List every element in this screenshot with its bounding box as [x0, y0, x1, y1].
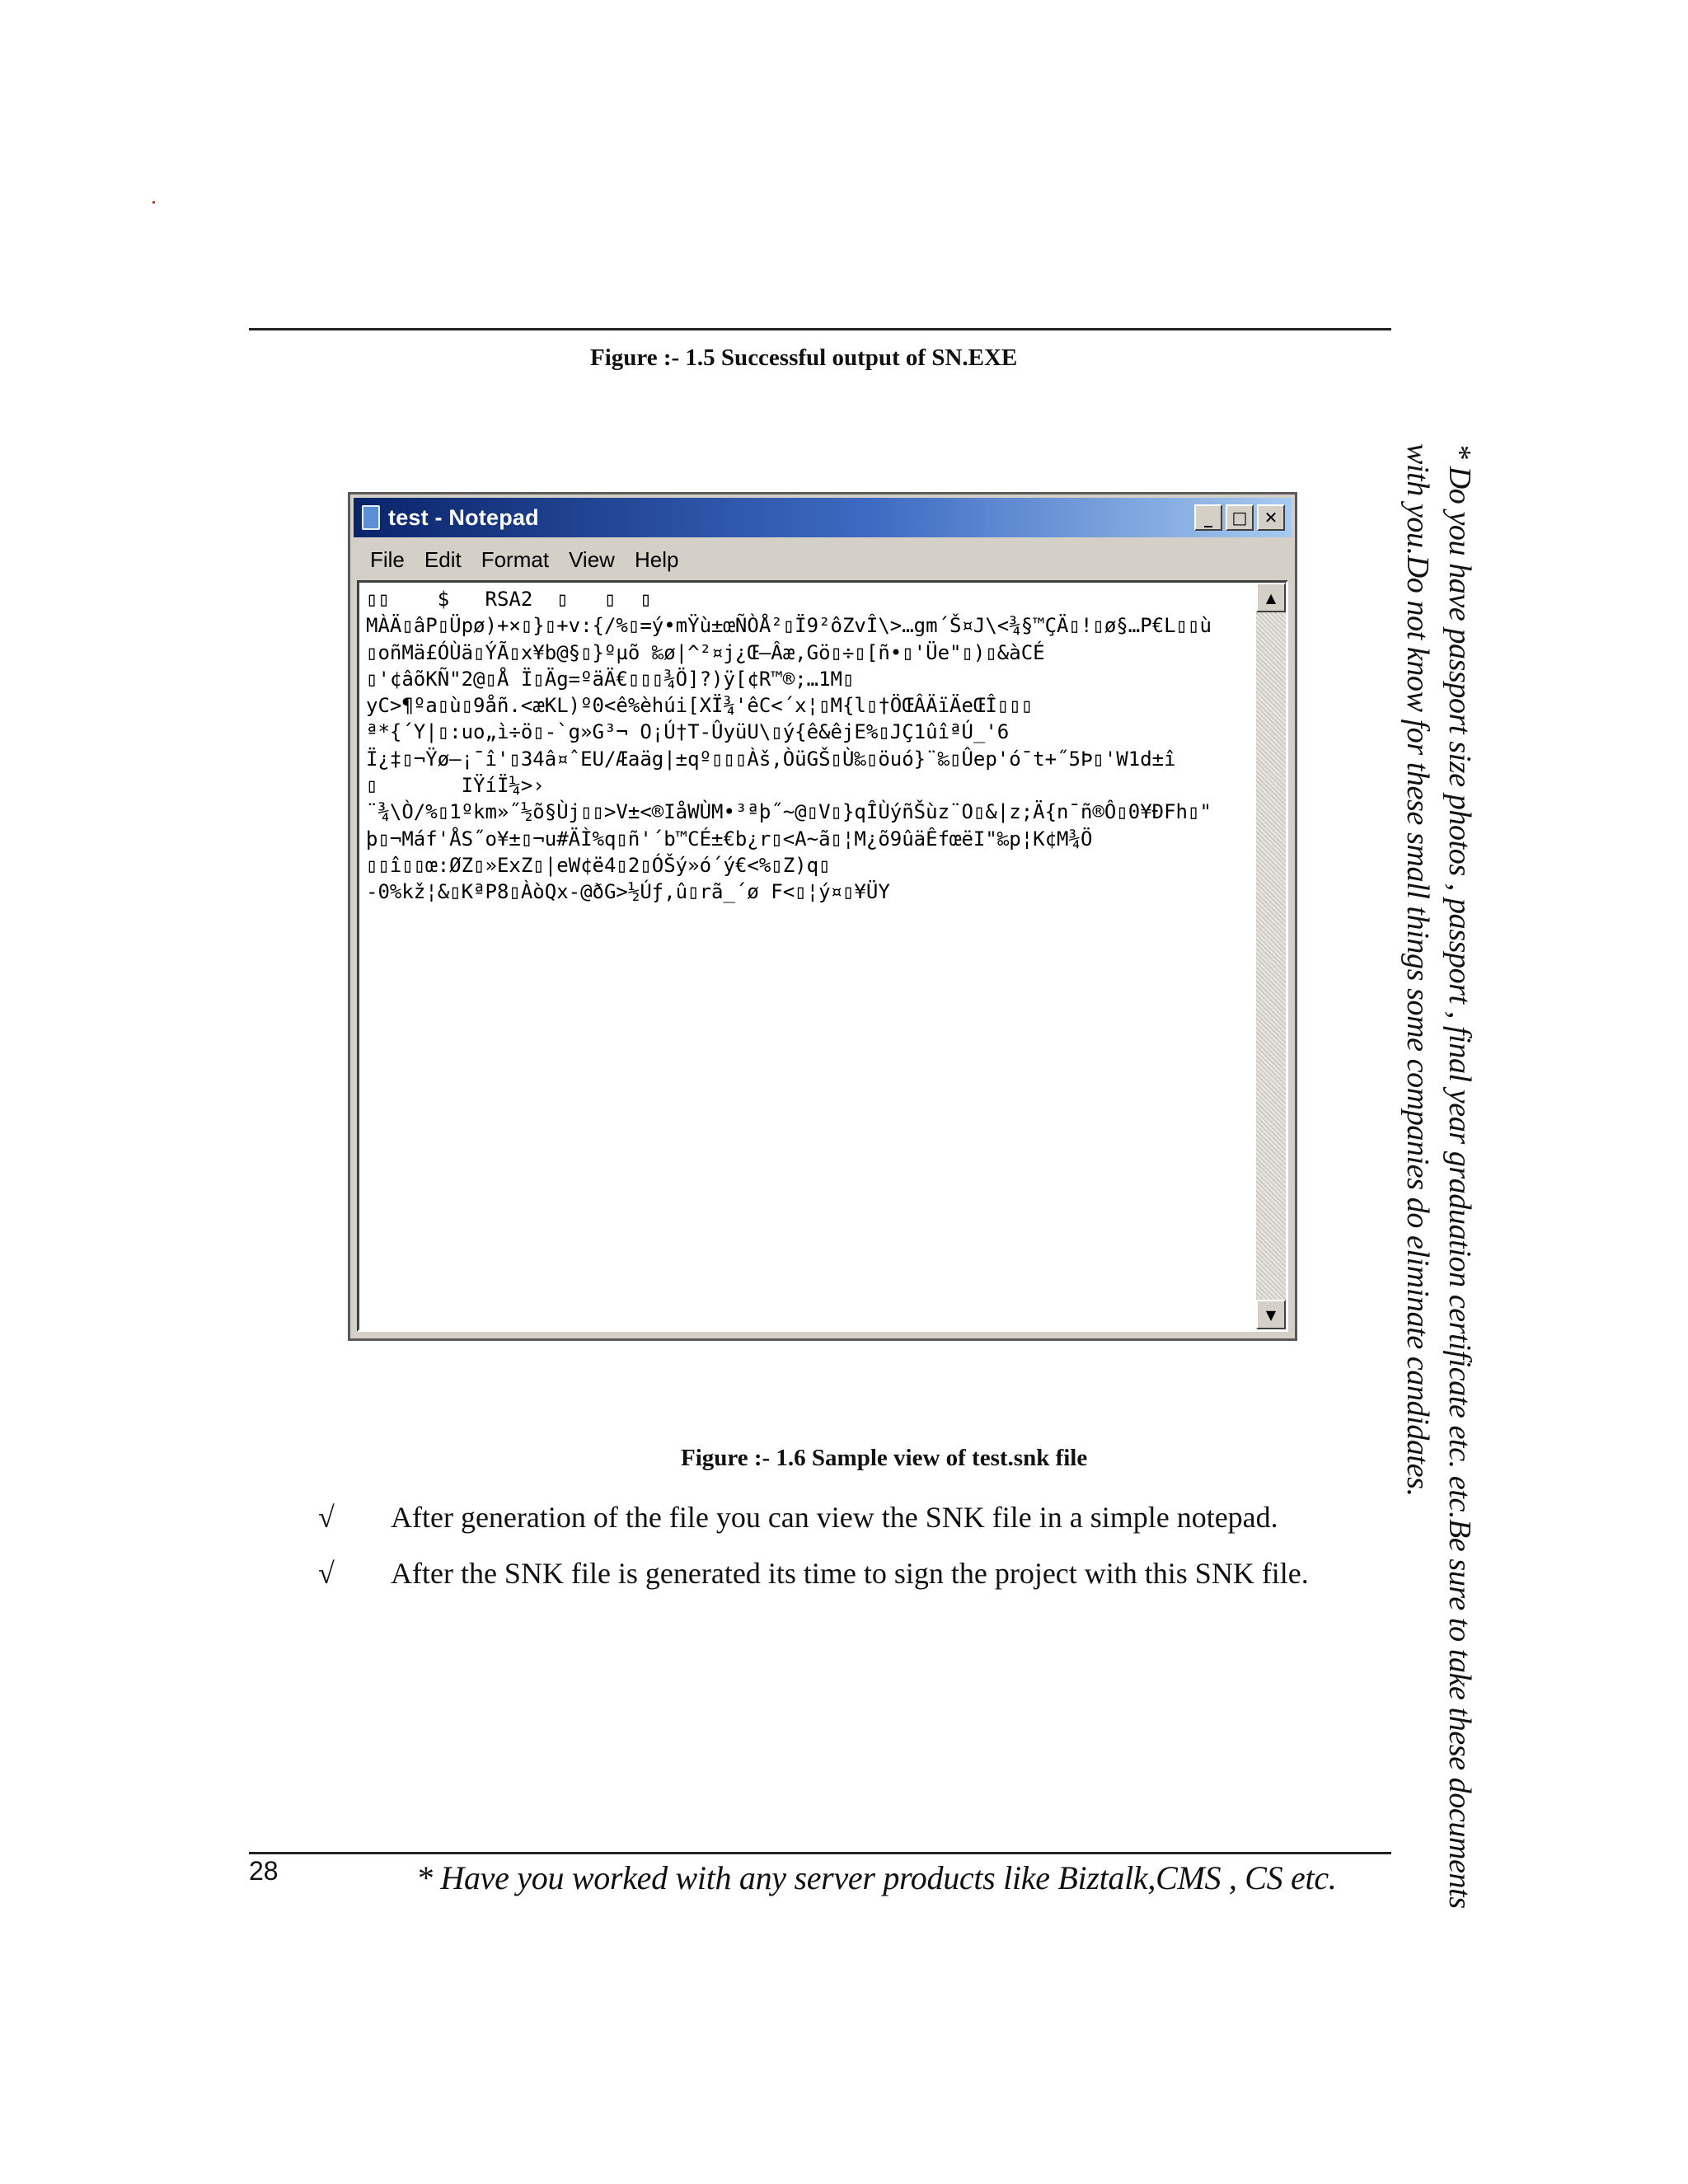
- list-item: [313, 1556, 1385, 1612]
- side-note: [1398, 443, 1480, 1909]
- menu-view[interactable]: View: [569, 546, 615, 572]
- vertical-scrollbar[interactable]: [1256, 583, 1286, 1329]
- menu-bar: [354, 541, 1292, 579]
- menu-edit[interactable]: Edit: [424, 546, 462, 572]
- side-note-line-2: with you.Do not know for these small things some companies do eliminate candidates.: [1400, 443, 1435, 1497]
- figure-1-5-caption: Figure :- 1.5 Successful output of SN.EXE: [590, 344, 1018, 371]
- notepad-icon: [362, 505, 380, 530]
- notepad-window: [348, 492, 1297, 1341]
- page-number: 28: [249, 1856, 279, 1886]
- stray-mark: [152, 201, 155, 204]
- top-rule: [249, 328, 1391, 330]
- list-item-text: After generation of the file you can view the SNK file in a simple notepad.: [391, 1501, 1278, 1534]
- scroll-up-icon[interactable]: ▲: [1256, 583, 1286, 612]
- list-item: [313, 1500, 1385, 1556]
- check-mark-icon: √: [318, 1501, 335, 1534]
- menu-file[interactable]: File: [370, 546, 405, 572]
- menu-format[interactable]: Format: [481, 546, 550, 572]
- minimize-button[interactable]: _: [1194, 504, 1222, 531]
- list-item-text: After the SNK file is generated its time to sign the project with this SNK file.: [391, 1557, 1309, 1590]
- file-content[interactable]: ▯▯ $ RSA2 ▯ ▯ ▯ MÀÄ▯âP▯Üpø)+×▯}▯+v:{/%▯=ý•mŸù±œÑÒÅ²▯Ï9²ôZvÎ\>…gm´Š¤J\<¾§™ÇÄ▯!▯ø§…P€L▯▯ù ▯oñMä£ÓÙä▯ÝÃ▯x¥b@§▯}ºµõ ‰ø|^²¤j¿Œ–Âæ,Gö▯÷▯[ñ•▯'Üe"▯)▯&àCÉ ▯'¢âõKÑ"2@▯Å Ï▯Äg=ºäÄ€▯▯▯¾Ö]?)ÿ[¢R™®;…1M▯ yC>¶ºa▯ù▯9åñ.<æKL)º0<ê%èhúi[XÏ¾'êC<´x¦▯M{l▯†ÖŒÂÄïÄeŒÎ▯▯▯ ª*{´Y|▯:uo„ì÷ö▯-`g»G³¬ O¡Ú†T-ÛyüU\▯ý{ê&êjE%▯JÇ1ûîªÚ_'6 Ï¿‡▯¬Ÿø–¡¯î'▯34â¤ˆEU/Æaäg|±qº▯▯▯Àš,ÒüGŠ▯Ù‰▯öuó}¨‰▯Ûep'ó¯t+˝5Þ▯'W1d±î ▯ IŸíÏ¼>› ¨¾\Ò/%▯1ºkm»˝½õ§Ùj▯▯>V±<®IåWÙM•³ªþ˝~@▯V▯}qÎÙýñŠùz¨O▯&|z;Ä{n¯ñ®Ô▯0¥ÐFh▯" þ▯¬Máf'ÅS˝o¥±▯¬u#ÄÌ%q▯ñ'´b™CÉ±€b¿r▯<A~ã▯¦M¿õ9ûäÊfœëI"‰p¦K¢M¾Ö ▯▯î▯▯œ:ØZ▯»ExZ▯|eW¢ë4▯2▯ÓŠý»ó´ý€<%▯Z)q▯ -0%kž¦&▯KªP8▯ÀòQx-@ðG>½Úƒ,û▯rã_´ø F<▯¦ý¤▯¥ÜY: [366, 588, 1212, 904]
- maximize-button[interactable]: □: [1226, 504, 1254, 531]
- footer-note: * Have you worked with any server products like Biztalk,CMS , CS etc.: [416, 1859, 1337, 1896]
- close-button[interactable]: ✕: [1257, 504, 1285, 531]
- notepad-editor[interactable]: [357, 580, 1288, 1332]
- window-controls: [1194, 504, 1285, 531]
- side-note-line-1: * Do you have passport size photos , passport , final year graduation certificate etc. etc.Be sure to take these documents: [1442, 443, 1477, 1909]
- bottom-rule: [249, 1852, 1391, 1854]
- notepad-titlebar[interactable]: [354, 498, 1292, 537]
- figure-1-6-caption: Figure :- 1.6 Sample view of test.snk file: [681, 1445, 1088, 1471]
- scroll-down-icon[interactable]: ▼: [1256, 1300, 1286, 1329]
- bullet-list: [313, 1500, 1385, 1612]
- window-title: test - Notepad: [388, 504, 539, 530]
- check-mark-icon: √: [318, 1557, 335, 1590]
- menu-help[interactable]: Help: [634, 546, 679, 572]
